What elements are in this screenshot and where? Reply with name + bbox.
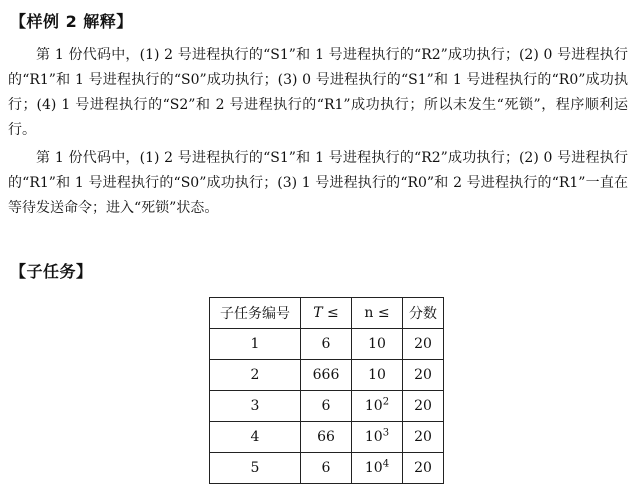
cell-score: 20 bbox=[403, 329, 444, 360]
cell-t-limit: 6 bbox=[301, 329, 352, 360]
n-base: 10 bbox=[364, 429, 383, 445]
cell-score: 20 bbox=[403, 391, 444, 422]
cell-subtask-id: 4 bbox=[210, 422, 301, 453]
header-subtask-id: 子任务编号 bbox=[210, 298, 301, 329]
cell-n-limit bbox=[352, 360, 403, 391]
cell-t-limit: 66 bbox=[301, 422, 352, 453]
n-base: 10 bbox=[368, 336, 386, 352]
table-row bbox=[210, 360, 444, 391]
n-exponent: 2 bbox=[382, 396, 390, 408]
subtasks-table bbox=[209, 297, 444, 484]
cell-score: 20 bbox=[403, 422, 444, 453]
n-exponent: 4 bbox=[382, 458, 390, 470]
header-n-limit: n ≤ bbox=[352, 298, 403, 329]
explanation-paragraph-1: 第 1 份代码中，(1) 2 号进程执行的“S1”和 1 号进程执行的“R2”成功执行；(2) 0 号进程执行的“R1”和 1 号进程执行的“S0”成功执行；(3) 0 号进程执行的“S1”和 1 号进程执行的“R0”成功执行；(4) 1 号进程执行的“S2”和 2 号进程执行的“R1”成功执行；所以未发生“死锁”，程序顺利运行。 bbox=[8, 47, 628, 138]
cell-score: 20 bbox=[403, 453, 444, 484]
cell-subtask-id: 3 bbox=[210, 391, 301, 422]
cell-n-limit bbox=[352, 422, 403, 453]
n-exponent: 3 bbox=[382, 427, 390, 439]
n-base: 10 bbox=[364, 398, 383, 414]
table-row bbox=[210, 422, 444, 453]
header-t-limit: T ≤ bbox=[301, 298, 352, 329]
table-row bbox=[210, 391, 444, 422]
cell-subtask-id: 1 bbox=[210, 329, 301, 360]
table-row bbox=[210, 329, 444, 360]
n-base: 10 bbox=[364, 460, 383, 476]
n-base: 10 bbox=[368, 367, 386, 383]
cell-subtask-id: 2 bbox=[210, 360, 301, 391]
header-score: 分数 bbox=[403, 298, 444, 329]
explanation-paragraph-2: 第 1 份代码中，(1) 2 号进程执行的“S1”和 1 号进程执行的“R2”成功执行；(2) 0 号进程执行的“R1”和 1 号进程执行的“S0”成功执行；(3) 1 号进程执行的“R0”和 2 号进程执行的“R1”一直在等待发送命令；进入“死锁”状态。 bbox=[8, 150, 628, 216]
sample-2-explanation-heading: 【样例 2 解释】 bbox=[10, 12, 133, 31]
cell-t-limit: 666 bbox=[301, 360, 352, 391]
cell-subtask-id: 5 bbox=[210, 453, 301, 484]
subtasks-heading: 【子任务】 bbox=[10, 262, 93, 281]
cell-t-limit: 6 bbox=[301, 453, 352, 484]
cell-t-limit: 6 bbox=[301, 391, 352, 422]
cell-n-limit bbox=[352, 453, 403, 484]
cell-n-limit bbox=[352, 329, 403, 360]
table-header-row bbox=[210, 298, 444, 329]
cell-score: 20 bbox=[403, 360, 444, 391]
cell-n-limit bbox=[352, 391, 403, 422]
table-row bbox=[210, 453, 444, 484]
